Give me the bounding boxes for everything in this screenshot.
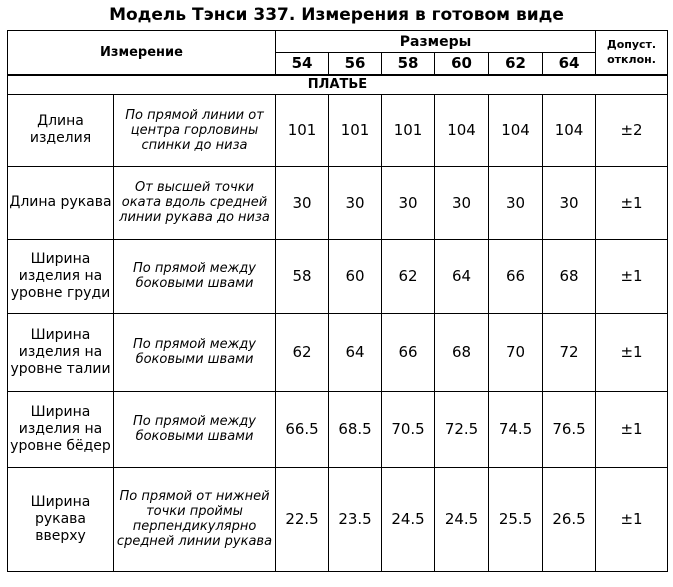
size-header: 64 bbox=[543, 53, 596, 75]
table-row bbox=[8, 467, 668, 571]
value-cell: 30 bbox=[329, 166, 382, 239]
measurement-name: Ширина изделия на уровне груди bbox=[8, 239, 114, 313]
size-header: 56 bbox=[329, 53, 382, 75]
value-cell: 68.5 bbox=[329, 391, 382, 467]
measurement-description: От высшей точки оката вдоль средней линии рукава до низа bbox=[114, 166, 276, 239]
value-cell: 30 bbox=[435, 166, 489, 239]
value-cell: 104 bbox=[489, 94, 543, 166]
deviation-cell: ±2 bbox=[596, 94, 668, 166]
value-cell: 64 bbox=[435, 239, 489, 313]
value-cell: 62 bbox=[382, 239, 435, 313]
value-cell: 68 bbox=[543, 239, 596, 313]
value-cell: 101 bbox=[329, 94, 382, 166]
value-cell: 30 bbox=[276, 166, 329, 239]
value-cell: 24.5 bbox=[382, 467, 435, 571]
value-cell: 64 bbox=[329, 313, 382, 391]
value-cell: 60 bbox=[329, 239, 382, 313]
value-cell: 101 bbox=[382, 94, 435, 166]
value-cell: 23.5 bbox=[329, 467, 382, 571]
measurement-description: По прямой между боковыми швами bbox=[114, 391, 276, 467]
value-cell: 30 bbox=[489, 166, 543, 239]
value-cell: 72.5 bbox=[435, 391, 489, 467]
section-title: ПЛАТЬЕ bbox=[8, 75, 668, 95]
value-cell: 104 bbox=[435, 94, 489, 166]
value-cell: 101 bbox=[276, 94, 329, 166]
value-cell: 58 bbox=[276, 239, 329, 313]
measurement-description: По прямой между боковыми швами bbox=[114, 239, 276, 313]
value-cell: 76.5 bbox=[543, 391, 596, 467]
deviation-cell: ±1 bbox=[596, 391, 668, 467]
value-cell: 25.5 bbox=[489, 467, 543, 571]
value-cell: 62 bbox=[276, 313, 329, 391]
value-cell: 68 bbox=[435, 313, 489, 391]
size-header: 58 bbox=[382, 53, 435, 75]
table-row bbox=[8, 166, 668, 239]
measurement-description: По прямой от нижней точки проймы перпендикулярно средней линии рукава bbox=[114, 467, 276, 571]
value-cell: 30 bbox=[382, 166, 435, 239]
value-cell: 74.5 bbox=[489, 391, 543, 467]
measurement-name: Ширина изделия на уровне бёдер bbox=[8, 391, 114, 467]
value-cell: 22.5 bbox=[276, 467, 329, 571]
table-row bbox=[8, 391, 668, 467]
deviation-cell: ±1 bbox=[596, 239, 668, 313]
measurement-name: Длина изделия bbox=[8, 94, 114, 166]
value-cell: 66 bbox=[382, 313, 435, 391]
table-row bbox=[8, 313, 668, 391]
size-header: 60 bbox=[435, 53, 489, 75]
value-cell: 66.5 bbox=[276, 391, 329, 467]
deviation-cell: ±1 bbox=[596, 467, 668, 571]
deviation-cell: ±1 bbox=[596, 166, 668, 239]
value-cell: 30 bbox=[543, 166, 596, 239]
size-header: 54 bbox=[276, 53, 329, 75]
value-cell: 70 bbox=[489, 313, 543, 391]
value-cell: 70.5 bbox=[382, 391, 435, 467]
value-cell: 104 bbox=[543, 94, 596, 166]
measurement-description: По прямой между боковыми швами bbox=[114, 313, 276, 391]
measurement-name: Ширина изделия на уровне талии bbox=[8, 313, 114, 391]
measurement-name: Ширина рукава вверху bbox=[8, 467, 114, 571]
deviation-cell: ±1 bbox=[596, 313, 668, 391]
table-row bbox=[8, 94, 668, 166]
measurements-table bbox=[7, 30, 668, 572]
value-cell: 24.5 bbox=[435, 467, 489, 571]
value-cell: 26.5 bbox=[543, 467, 596, 571]
measurement-name: Длина рукава bbox=[8, 166, 114, 239]
size-header: 62 bbox=[489, 53, 543, 75]
value-cell: 66 bbox=[489, 239, 543, 313]
measurement-header: Измерение bbox=[8, 31, 276, 75]
measurement-description: По прямой линии от центра горловины спинки до низа bbox=[114, 94, 276, 166]
deviation-header: Допуст. отклон. bbox=[596, 31, 668, 75]
value-cell: 72 bbox=[543, 313, 596, 391]
sizes-header: Размеры bbox=[276, 31, 596, 53]
page-title: Модель Тэнси 337. Измерения в готовом виде bbox=[109, 5, 564, 25]
table-row bbox=[8, 239, 668, 313]
